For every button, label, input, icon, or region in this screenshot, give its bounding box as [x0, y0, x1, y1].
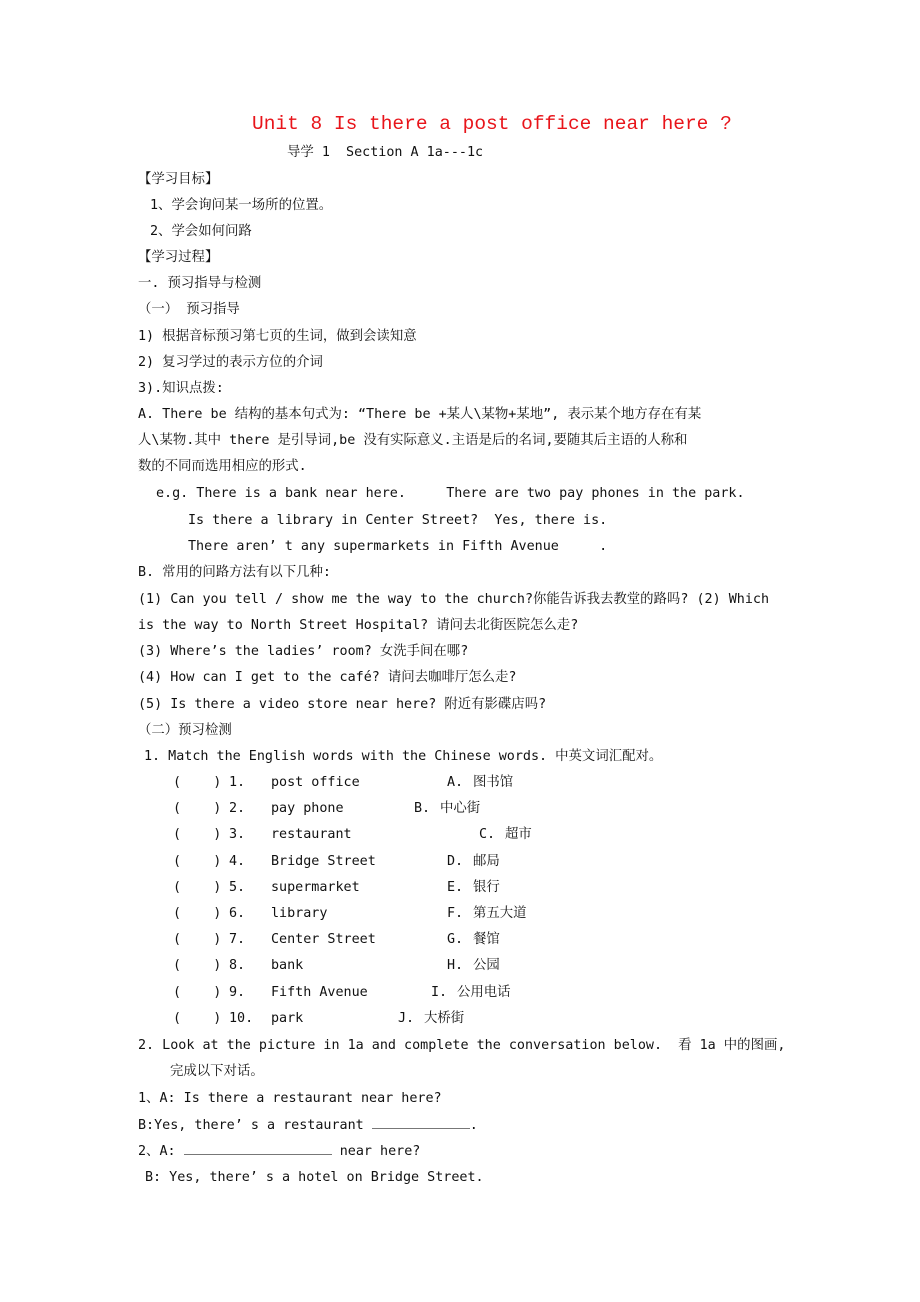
chinese-word: 公园	[473, 958, 500, 974]
english-word: restaurant	[271, 827, 352, 843]
answer-paren[interactable]: ( )	[173, 853, 222, 869]
english-word: Bridge Street	[271, 853, 376, 869]
match-row	[173, 879, 500, 897]
part-heading: 一. 预习指导与检测	[138, 276, 262, 291]
chinese-word: 银行	[473, 879, 500, 895]
item-number: 8.	[229, 958, 246, 974]
match-row	[173, 957, 500, 975]
point-b-heading: B. 常用的问路方法有以下几种:	[138, 565, 331, 580]
item-number: 10.	[229, 1010, 254, 1026]
item-number: 7.	[229, 932, 246, 948]
chinese-word: 中心街	[440, 801, 481, 817]
english-word: pay phone	[271, 801, 344, 817]
match-row	[173, 1010, 464, 1028]
point-a-line: A. There be 结构的基本句式为: “There be +某人\某物+某地”, 表示某个地方存在有某	[138, 407, 702, 422]
english-word: Center Street	[271, 932, 376, 948]
goal-item: 1、学会询问某一场所的位置。	[150, 198, 333, 213]
answer-paren[interactable]: ( )	[173, 984, 222, 1000]
option-letter: C.	[479, 827, 496, 843]
way-line: is the way to North Street Hospital? 请问去北街医院怎么走?	[138, 618, 579, 633]
dialog-text: .	[469, 1118, 478, 1133]
answer-paren[interactable]: ( )	[173, 827, 222, 843]
subtitle: 导学 1 Section A 1a---1c	[287, 145, 484, 160]
question-1: 1. Match the English words with the Chinese words. 中英文词汇配对。	[144, 749, 663, 764]
english-word: Fifth Avenue	[271, 984, 368, 1000]
item-number: 3.	[229, 827, 246, 843]
way-line: (5) Is there a video store near here? 附近有影碟店吗?	[138, 697, 547, 712]
item-number: 1.	[229, 775, 246, 790]
option-letter: F.	[447, 906, 464, 921]
section-heading: （一） 预习指导	[138, 302, 240, 317]
english-word: park	[271, 1010, 304, 1026]
item-number: 4.	[229, 853, 246, 869]
goals-heading: 【学习目标】	[138, 172, 219, 187]
answer-paren[interactable]: ( )	[173, 1010, 222, 1026]
way-line: (4) How can I get to the café? 请问去咖啡厅怎么走?	[138, 670, 517, 685]
english-word: post office	[271, 775, 360, 790]
answer-paren[interactable]: ( )	[173, 932, 222, 948]
match-row	[173, 905, 527, 923]
dialog-line	[138, 1142, 420, 1161]
item-number: 5.	[229, 879, 246, 895]
option-letter: D.	[447, 853, 464, 869]
answer-paren[interactable]: ( )	[173, 775, 222, 790]
goal-item: 2、学会如何问路	[150, 224, 252, 239]
way-line: (3) Where’s the ladies’ room? 女洗手间在哪?	[138, 644, 469, 659]
option-letter: E.	[447, 879, 464, 895]
item-number: 9.	[229, 984, 246, 1000]
chinese-word: 图书馆	[473, 775, 514, 790]
example-line: There aren’ t any supermarkets in Fifth Avenue .	[188, 539, 608, 554]
english-word: supermarket	[271, 879, 360, 895]
answer-blank[interactable]	[184, 1142, 332, 1155]
section-heading: （二）预习检测	[138, 723, 232, 738]
option-letter: J.	[398, 1010, 415, 1026]
english-word: bank	[271, 958, 304, 974]
way-line: (1) Can you tell / show me the way to the church?你能告诉我去教堂的路吗? (2) Which	[138, 592, 770, 607]
chinese-word: 公用电话	[457, 984, 511, 1000]
answer-paren[interactable]: ( )	[173, 958, 222, 974]
process-heading: 【学习过程】	[138, 250, 219, 265]
english-word: library	[271, 906, 328, 921]
guide-item: 1) 根据音标预习第七页的生词，做到会读知意	[138, 329, 417, 344]
chinese-word: 超市	[505, 827, 532, 843]
example-line: e.g. There is a bank near here. There are two pay phones in the park.	[156, 486, 745, 501]
dialog-text: B:Yes, there’ s a restaurant	[138, 1118, 364, 1133]
option-letter: B.	[414, 801, 431, 817]
document-title: Unit 8 Is there a post office near here ?	[252, 113, 732, 135]
dialog-line	[138, 1116, 478, 1135]
question-2: 2. Look at the picture in 1a and complete the conversation below. 看 1a 中的图画,	[138, 1038, 786, 1053]
chinese-word: 餐馆	[473, 932, 500, 948]
example-line: Is there a library in Center Street? Yes, there is.	[188, 513, 608, 528]
match-row	[173, 800, 480, 818]
question-2: 完成以下对话。	[170, 1064, 264, 1079]
option-letter: G.	[447, 932, 464, 948]
item-number: 2.	[229, 801, 246, 817]
answer-paren[interactable]: ( )	[173, 906, 222, 921]
match-row	[173, 826, 532, 844]
point-a-line: 数的不同而选用相应的形式.	[138, 459, 307, 474]
item-number: 6.	[229, 906, 246, 921]
option-letter: A.	[447, 775, 464, 790]
answer-paren[interactable]: ( )	[173, 879, 222, 895]
dialog-line: 1、A: Is there a restaurant near here?	[138, 1091, 442, 1106]
option-letter: H.	[447, 958, 464, 974]
answer-blank[interactable]	[372, 1116, 470, 1129]
dialog-text: near here?	[339, 1144, 421, 1159]
point-a-line: 人\某物.其中 there 是引导词,be 没有实际意义.主语是后的名词,要随其后主语的人称和	[138, 433, 688, 448]
chinese-word: 大桥街	[424, 1010, 465, 1026]
guide-item: 2) 复习学过的表示方位的介词	[138, 355, 323, 370]
guide-item: 3).知识点拨:	[138, 381, 224, 396]
chinese-word: 第五大道	[473, 906, 527, 921]
option-letter: I.	[431, 984, 448, 1000]
answer-paren[interactable]: ( )	[173, 801, 222, 817]
chinese-word: 邮局	[473, 853, 500, 869]
match-row	[173, 774, 513, 792]
dialog-line: B: Yes, there’ s a hotel on Bridge Street.	[145, 1170, 484, 1185]
match-row	[173, 984, 511, 1002]
dialog-text: 2、A:	[138, 1144, 176, 1159]
match-row	[173, 853, 500, 871]
match-row	[173, 931, 500, 949]
